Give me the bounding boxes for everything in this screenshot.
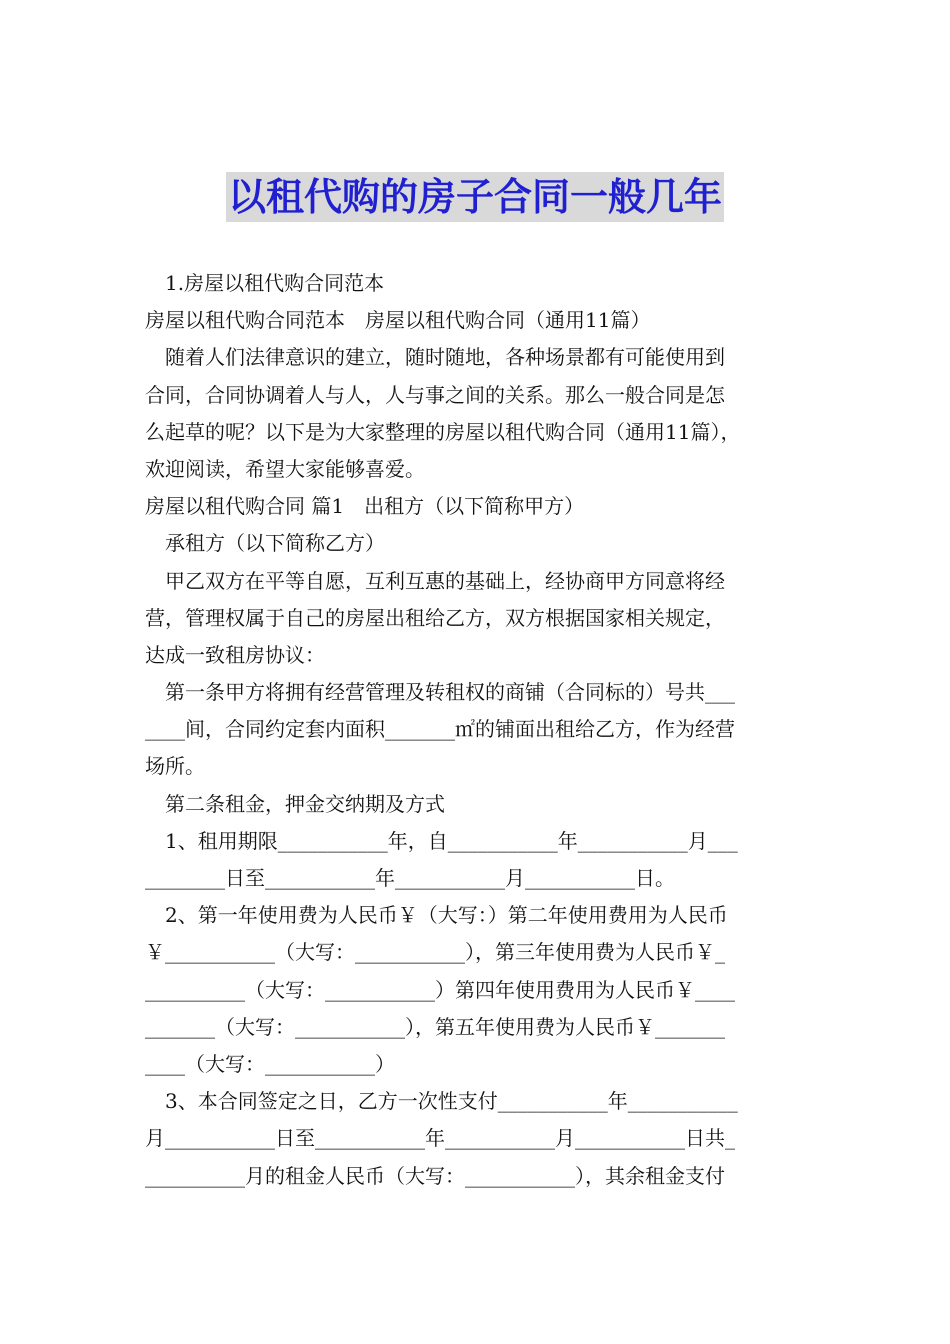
clause-line: 2、第一年使用费为人民币￥（大写：）第二年使用费用为人民币 <box>165 903 728 928</box>
clause-line: 第二条租金，押金交纳期及方式 <box>165 791 445 816</box>
clause-line: 第一条甲方将拥有经营管理及转租权的商铺（合同标的）号共___ <box>165 680 735 705</box>
paragraph-line: 欢迎阅读，希望大家能够喜爱。 <box>145 456 425 481</box>
title-container <box>0 172 950 222</box>
section-heading: 1.房屋以租代购合同范本 <box>165 271 385 295</box>
clause-line: 1、租用期限___________年，自___________年___________月___ <box>165 828 738 853</box>
clause-line: ￥___________（大写：___________），第三年使用费为人民币￥_ <box>145 940 725 965</box>
paragraph-line: 合同，合同协调着人与人，人与事之间的关系。那么一般合同是怎 <box>145 382 725 407</box>
paragraph-line: 营，管理权属于自己的房屋出租给乙方，双方根据国家相关规定， <box>145 605 725 630</box>
clause-line: 月___________日至___________年___________月___________日共_ <box>145 1126 735 1151</box>
paragraph-line: 达成一致租房协议： <box>145 642 325 667</box>
clause-line: ____间，合同约定套内面积_______㎡的铺面出租给乙方，作为经营 <box>145 717 735 742</box>
clause-line: 3、本合同签定之日，乙方一次性支付___________年___________ <box>165 1089 738 1114</box>
paragraph-line: 甲乙双方在平等自愿，互利互惠的基础上，经协商甲方同意将经 <box>165 568 725 593</box>
document-title: 以租代购的房子合同一般几年 <box>226 172 724 222</box>
clause-line: 场所。 <box>145 754 205 779</box>
clause-line: ________日至___________年___________月___________日。 <box>145 866 675 890</box>
paragraph-line: 承租方（以下简称乙方） <box>165 531 385 556</box>
clause-line: __________（大写：___________）第四年使用费用为人民币￥____ <box>145 977 735 1002</box>
clause-line: _______（大写：___________），第五年使用费为人民币￥_______ <box>145 1014 725 1039</box>
paragraph-line: 么起草的呢？以下是为大家整理的房屋以租代购合同（通用11篇）， <box>145 419 741 444</box>
paragraph-line: 随着人们法律意识的建立，随时随地，各种场景都有可能使用到 <box>165 345 725 370</box>
clause-line: __________月的租金人民币（大写：___________），其余租金支付 <box>145 1163 725 1188</box>
clause-line: ____（大写：___________） <box>145 1051 395 1076</box>
document-body <box>145 265 810 1195</box>
paragraph-line: 房屋以租代购合同 篇1 出租方（以下简称甲方） <box>145 494 585 519</box>
paragraph-line: 房屋以租代购合同范本 房屋以租代购合同（通用11篇） <box>145 308 651 333</box>
